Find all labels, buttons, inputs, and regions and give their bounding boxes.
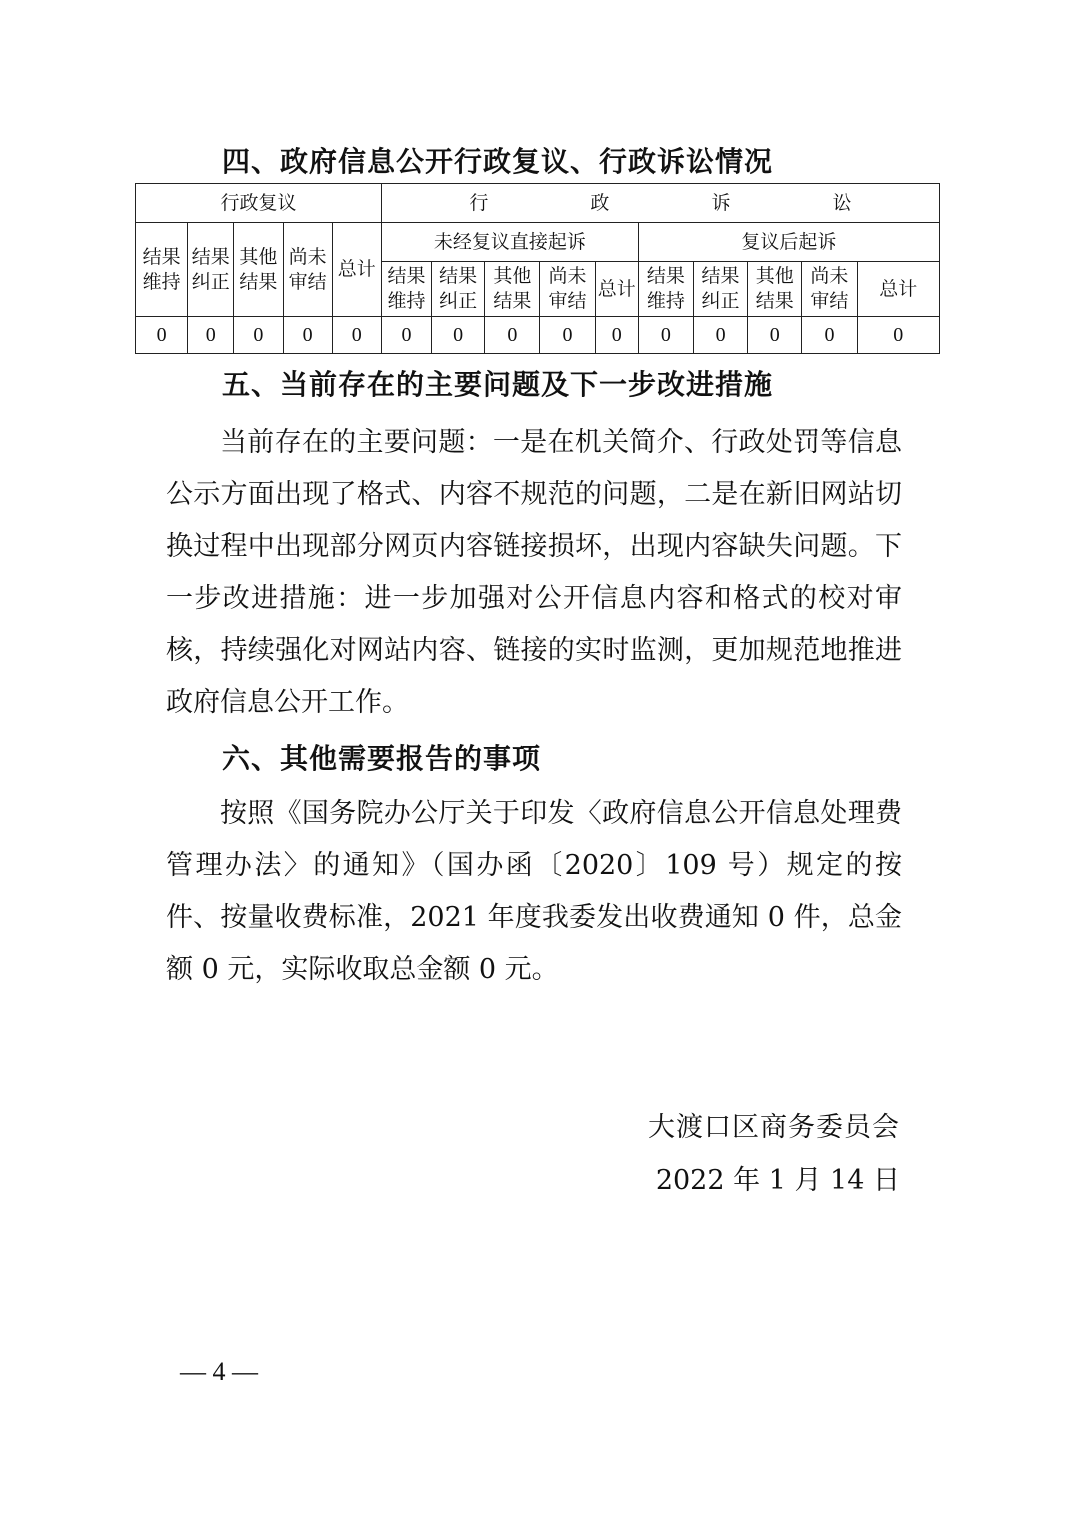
table-cell: 0 [188, 317, 234, 354]
table-header-cell: 结果纠正 [432, 262, 485, 317]
table-header-cell: 结果维持 [136, 223, 188, 317]
table-cell: 0 [693, 317, 747, 354]
section-5-heading: 五、当前存在的主要问题及下一步改进措施 [222, 368, 774, 401]
review-litigation-table [135, 183, 940, 354]
table-cell: 0 [802, 317, 857, 354]
table-header-cell: 结果维持 [381, 262, 431, 317]
table-row [136, 317, 940, 354]
table-header-cell: 尚未审结 [802, 262, 857, 317]
table-cell: 0 [381, 317, 431, 354]
after-review-header: 复议后起诉 [638, 223, 939, 262]
table-header-cell: 结果维持 [638, 262, 693, 317]
section-6-heading: 六、其他需要报告的事项 [222, 742, 542, 775]
table-cell: 0 [332, 317, 381, 354]
table-header-cell: 尚未审结 [283, 223, 332, 317]
table-header-cell: 总计 [595, 262, 638, 317]
table-header-cell: 其他结果 [234, 223, 283, 317]
table-header-cell: 结果纠正 [693, 262, 747, 317]
table-cell: 0 [283, 317, 332, 354]
litigation-header: 行 政 诉 讼 [381, 184, 939, 223]
table-cell: 0 [748, 317, 802, 354]
signature-organization: 大渡口区商务委员会 [648, 1112, 900, 1143]
table-cell: 0 [638, 317, 693, 354]
table-cell: 0 [485, 317, 540, 354]
signature-date: 2022 年 1 月 14 日 [655, 1165, 900, 1196]
table-header-cell: 其他结果 [748, 262, 802, 317]
section-4-heading: 四、政府信息公开行政复议、行政诉讼情况 [222, 145, 774, 178]
page-number: — 4 — [180, 1357, 258, 1386]
table-cell: 0 [540, 317, 595, 354]
table-header-cell: 总计 [332, 223, 381, 317]
table-header-cell: 尚未审结 [540, 262, 595, 317]
table-header-cell: 其他结果 [485, 262, 540, 317]
table-header-cell: 总计 [857, 262, 939, 317]
table-cell: 0 [136, 317, 188, 354]
table-header-cell: 结果纠正 [188, 223, 234, 317]
table-cell: 0 [432, 317, 485, 354]
table-cell: 0 [595, 317, 638, 354]
admin-review-header: 行政复议 [136, 184, 382, 223]
section-5-body: 当前存在的主要问题：一是在机关简介、行政处罚等信息公示方面出现了格式、内容不规范的问题，二是在新旧网站切换过程中出现部分网页内容链接损坏，出现内容缺失问题。下一步改进措施：进一步加强对公开信息内容和格式的校对审核，持续强化对网站内容、链接的实时监测，更加规范地推进政府信息公开工作。 [166, 427, 902, 718]
table-cell: 0 [857, 317, 939, 354]
direct-suit-header: 未经复议直接起诉 [381, 223, 638, 262]
table-cell: 0 [234, 317, 283, 354]
section-6-body: 按照《国务院办公厅关于印发〈政府信息公开信息处理费管理办法〉的通知》（国办函〔2020〕109 号）规定的按件、按量收费标准，2021 年度我委发出收费通知 0 件，总金额 0 元，实际收取总金额 0 元。 [166, 798, 902, 985]
